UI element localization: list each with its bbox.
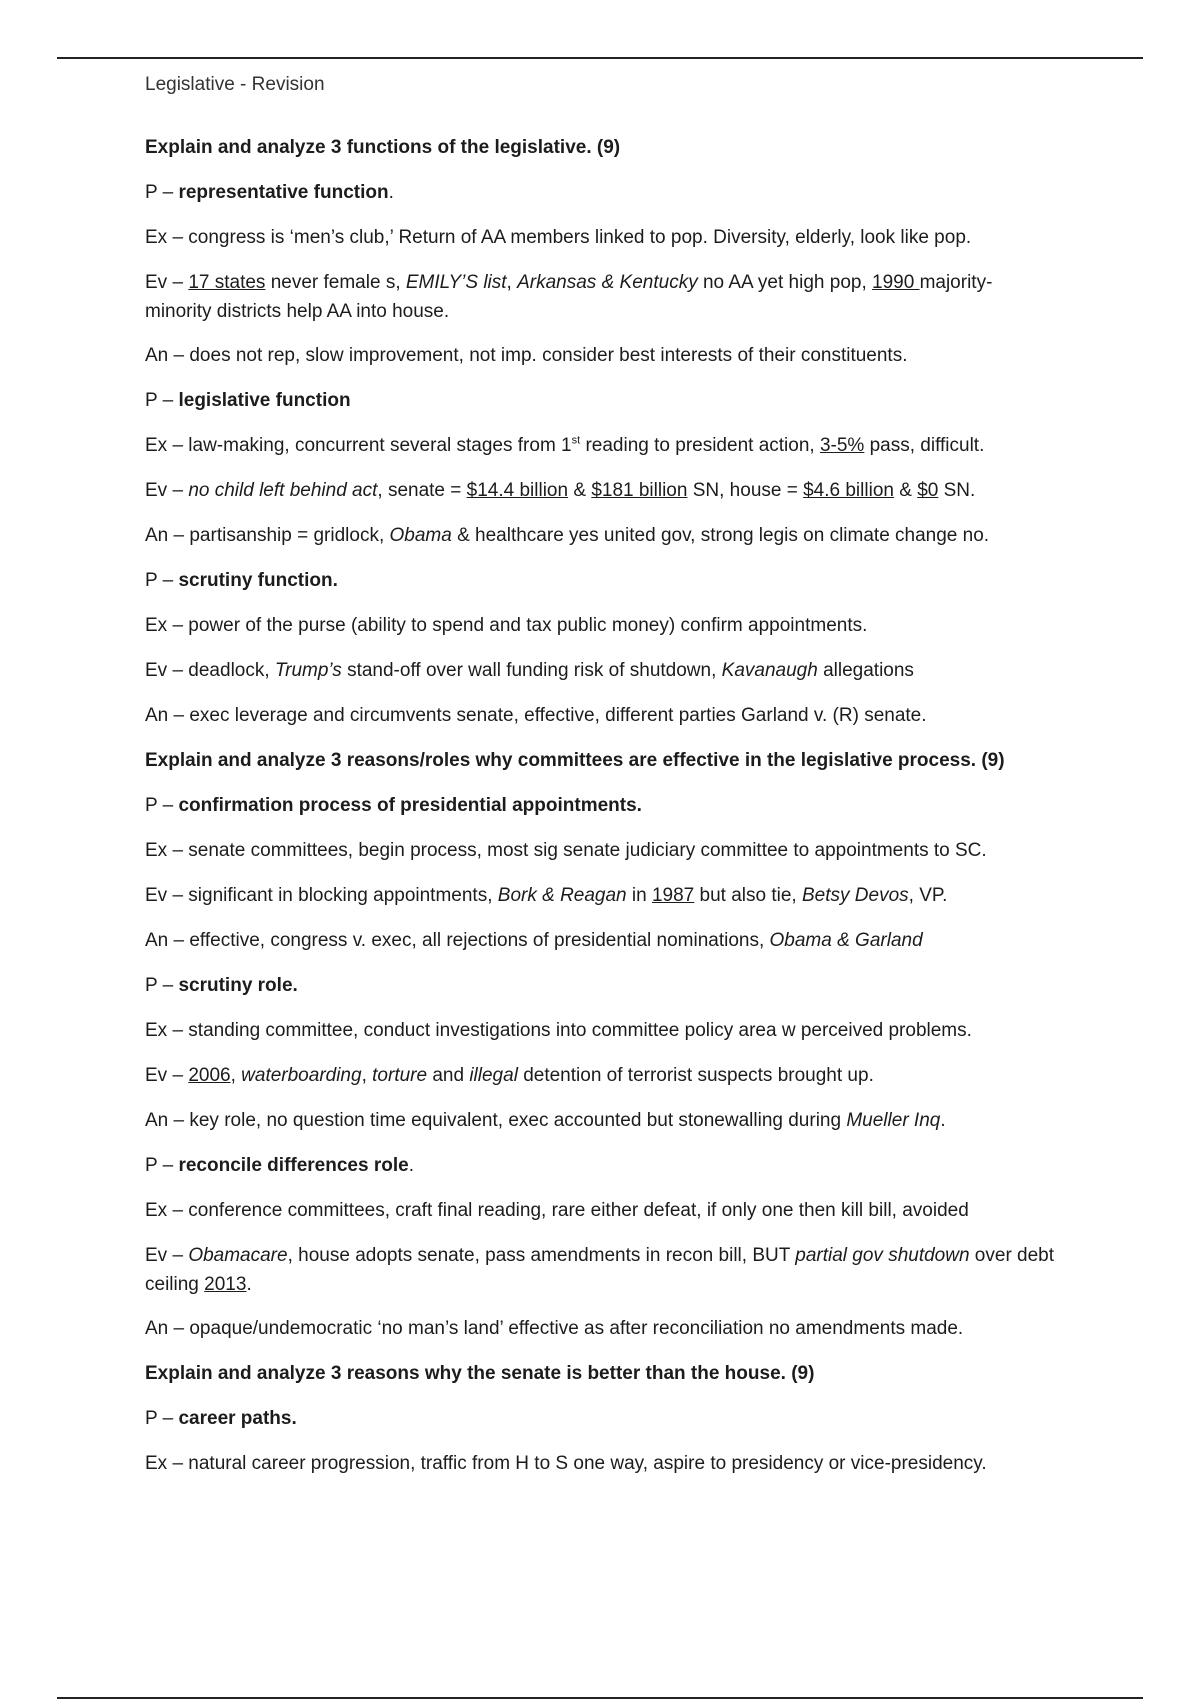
text-run: st — [571, 434, 581, 447]
text-run: in — [626, 885, 652, 906]
body-line — [145, 701, 1055, 746]
text-run: reading to president action, — [580, 435, 820, 456]
point-line — [145, 791, 1055, 836]
header-rule — [57, 57, 1143, 59]
point-line — [145, 386, 1055, 431]
bold-text: career paths. — [178, 1408, 297, 1429]
underlined-text: 1987 — [651, 885, 695, 906]
body-line — [145, 611, 1055, 656]
italic-text: Arkansas & Kentucky — [517, 272, 698, 293]
text-run: SN, house = — [687, 480, 804, 501]
text-run: stand-off over wall funding risk of shutdown, — [341, 660, 722, 681]
italic-text: Bork & Reagan — [497, 885, 627, 906]
body-line — [145, 1016, 1055, 1061]
underlined-text: 17 states — [188, 272, 266, 293]
italic-text: illegal — [469, 1065, 518, 1086]
italic-text: Obama & Garland — [769, 930, 923, 951]
text-run: P – — [145, 1408, 179, 1429]
text-run: Explain and analyze 3 reasons why the senate is better than the house. (9) — [145, 1363, 815, 1384]
text-run: & healthcare yes united gov, strong legis on climate change no. — [451, 525, 990, 546]
text-run: P – — [145, 570, 179, 591]
body-line — [145, 1061, 1055, 1106]
text-run: Ev – deadlock, — [145, 660, 275, 681]
text-run: , house adopts senate, pass amendments in recon bill, BUT — [287, 1245, 796, 1266]
underlined-text: $4.6 billion — [803, 480, 894, 501]
text-run: , — [506, 272, 518, 293]
text-run: , VP. — [908, 885, 948, 906]
text-run: Ev – — [145, 480, 189, 501]
text-run: P – — [145, 795, 179, 816]
text-run: An – does not rep, slow improvement, not imp. consider best interests of their constituents. — [145, 345, 908, 366]
bold-text: reconcile differences role — [178, 1155, 409, 1176]
body-line — [145, 1196, 1055, 1241]
italic-text: waterboarding — [241, 1065, 362, 1086]
underlined-text: 1990 — [872, 272, 920, 293]
text-run: Ex – conference committees, craft final reading, rare either defeat, if only one then kill bill, avoided — [145, 1200, 969, 1221]
italic-text: EMILY’S list — [405, 272, 507, 293]
point-line — [145, 971, 1055, 1016]
bold-text: representative function — [178, 182, 389, 203]
bold-text: legislative function — [178, 390, 351, 411]
bold-text: confirmation process of presidential appointments. — [178, 795, 642, 816]
text-run: , — [361, 1065, 373, 1086]
underlined-text: $181 billion — [591, 480, 688, 501]
text-run: P – — [145, 182, 179, 203]
text-run: Ex – natural career progression, traffic from H to S one way, aspire to presidency or vice-presidency. — [145, 1453, 987, 1474]
text-run: Ev – — [145, 1065, 189, 1086]
text-run: . — [940, 1110, 946, 1131]
body-line — [145, 926, 1055, 971]
text-run: majority-minority districts help AA into house. — [145, 272, 993, 322]
text-run: Ex – power of the purse (ability to spend and tax public money) confirm appointments. — [145, 615, 868, 636]
underlined-text: $0 — [917, 480, 939, 501]
body-line — [145, 1241, 1055, 1314]
text-run: Ex – standing committee, conduct investigations into committee policy area w perceived problems. — [145, 1020, 972, 1041]
point-line — [145, 1404, 1055, 1449]
body-line — [145, 341, 1055, 386]
italic-text: Betsy Devos — [802, 885, 909, 906]
text-run: An – key role, no question time equivalent, exec accounted but stonewalling during — [145, 1110, 847, 1131]
underlined-text: 3-5% — [819, 435, 865, 456]
point-line — [145, 566, 1055, 611]
text-run: Ev – — [145, 1245, 189, 1266]
question-heading — [145, 133, 1055, 178]
italic-text: Mueller Inq — [846, 1110, 941, 1131]
text-run: Ev – significant in blocking appointments, — [145, 885, 498, 906]
footer-rule — [57, 1697, 1143, 1699]
text-run: allegations — [817, 660, 914, 681]
text-run: , senate = — [377, 480, 467, 501]
text-run: detention of terrorist suspects brought up. — [517, 1065, 874, 1086]
document-page — [145, 70, 1055, 1494]
text-run: An – exec leverage and circumvents senate, effective, different parties Garland v. (R) senate. — [145, 705, 927, 726]
italic-text: no child left behind act — [188, 480, 378, 501]
text-run: but also tie, — [694, 885, 802, 906]
text-run: P – — [145, 975, 179, 996]
body-line — [145, 1449, 1055, 1494]
text-run: Ex – congress is ‘men’s club,’ Return of AA members linked to pop. Diversity, elderly, look like pop. — [145, 227, 972, 248]
text-run: An – opaque/undemocratic ‘no man’s land’ effective as after reconciliation no amendments made. — [145, 1318, 964, 1339]
text-run: pass, difficult. — [864, 435, 985, 456]
text-run: Ev – — [145, 272, 189, 293]
text-run: . — [246, 1274, 252, 1295]
body-line — [145, 836, 1055, 881]
text-run: Ex – law-making, concurrent several stages from 1 — [145, 435, 572, 456]
text-run: SN. — [938, 480, 976, 501]
question-heading — [145, 746, 1055, 791]
text-run: . — [408, 1155, 414, 1176]
document-body — [145, 133, 1055, 1494]
italic-text: Obamacare — [188, 1245, 288, 1266]
body-line — [145, 268, 1055, 341]
italic-text: Trump’s — [274, 660, 342, 681]
body-line — [145, 1314, 1055, 1359]
text-run: Explain and analyze 3 functions of the legislative. (9) — [145, 137, 621, 158]
body-line — [145, 476, 1055, 521]
body-line — [145, 431, 1055, 476]
body-line — [145, 521, 1055, 566]
body-line — [145, 656, 1055, 701]
point-line — [145, 1151, 1055, 1196]
text-run: An – effective, congress v. exec, all rejections of presidential nominations, — [145, 930, 770, 951]
question-heading — [145, 1359, 1055, 1404]
text-run: Explain and analyze 3 reasons/roles why committees are effective in the legislative process. (9) — [145, 750, 1005, 771]
italic-text: Obama — [389, 525, 452, 546]
text-run: . — [388, 182, 394, 203]
text-run: Ex – senate committees, begin process, most sig senate judiciary committee to appointments to SC. — [145, 840, 987, 861]
text-run: no AA yet high pop, — [697, 272, 873, 293]
bold-text: scrutiny function. — [178, 570, 338, 591]
body-line — [145, 223, 1055, 268]
italic-text: partial gov shutdown — [795, 1245, 970, 1266]
underlined-text: 2006 — [188, 1065, 231, 1086]
text-run: An – partisanship = gridlock, — [145, 525, 390, 546]
text-run: & — [893, 480, 918, 501]
body-line — [145, 1106, 1055, 1151]
text-run: P – — [145, 1155, 179, 1176]
text-run: & — [568, 480, 592, 501]
document-header-title: Legislative - Revision — [145, 74, 325, 95]
body-line — [145, 881, 1055, 926]
italic-text: torture — [372, 1065, 428, 1086]
underlined-text: $14.4 billion — [466, 480, 569, 501]
text-run: P – — [145, 390, 179, 411]
bold-text: scrutiny role. — [178, 975, 298, 996]
text-run: , — [230, 1065, 242, 1086]
text-run: never female s, — [265, 272, 406, 293]
underlined-text: 2013 — [204, 1274, 247, 1295]
text-run: and — [427, 1065, 470, 1086]
italic-text: Kavanaugh — [721, 660, 818, 681]
text-run: over debt ceiling — [145, 1245, 1055, 1295]
point-line — [145, 178, 1055, 223]
